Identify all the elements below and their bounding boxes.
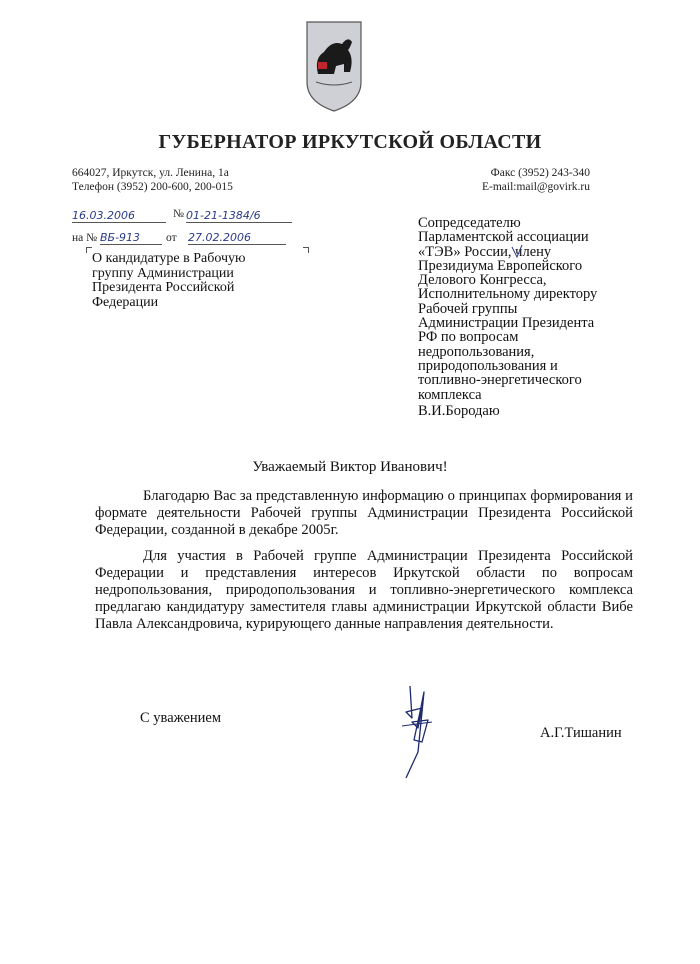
subject-line: Федерации — [92, 294, 159, 310]
addressee-line: Сопредседателю — [418, 215, 521, 231]
subject-block — [92, 252, 307, 310]
greeting: Уважаемый Виктор Иванович! — [252, 459, 448, 475]
reg-number-label: № — [173, 208, 184, 220]
reg-number-field — [186, 206, 292, 224]
addressee-line: Исполнительному директору — [418, 286, 598, 303]
paragraph: Благодарю Вас за представленную информацию о принципах формирования и формате деятельности Рабочей группы Администрации Президента Российской Федерации, созданной в декабре 2005г. — [95, 488, 633, 539]
subject-line: Президента Российской — [92, 280, 235, 295]
signatory: А.Г.Тишанин — [540, 725, 622, 741]
addressee-line: «ТЭВ» России, члену — [418, 243, 552, 260]
signature-image — [392, 682, 442, 782]
addressee-line: комплекса — [418, 386, 482, 403]
addressee-line: Делового Конгресса, — [418, 272, 547, 289]
reg-date: 16.03.2006 — [72, 209, 166, 223]
reg-number: 01-21-1384/6 — [186, 209, 292, 223]
address: 664027, Иркутск, ул. Ленина, 1а — [72, 167, 229, 179]
addressee-line: Рабочей группы — [418, 300, 518, 317]
subject-line: О кандидатуре в Рабочую — [92, 251, 246, 266]
ref-date-field — [188, 228, 286, 246]
phone: Телефон (3952) 200-600, 200-015 — [72, 181, 233, 193]
letter-body — [95, 488, 633, 634]
fax: Факс (3952) 243-340 — [490, 167, 590, 179]
reg-date-field — [72, 206, 172, 224]
ref-number-field — [100, 228, 162, 246]
addressee-line: Парламентской ассоциации — [418, 229, 589, 246]
ref-date: 27.02.2006 — [188, 231, 286, 245]
email: E-mail:mail@govirk.ru — [482, 181, 590, 193]
subject-line: группу Администрации — [92, 265, 234, 281]
governor-title: ГУБЕРНАТОР ИРКУТСКОЙ ОБЛАСТИ — [158, 131, 542, 153]
ref-prefix: на № — [72, 232, 98, 244]
paragraph: Для участия в Рабочей группе Администрации Президента Российской Федерации и представления интересов Иркутской области по вопросам недропользования, природопользования и топливно-энергетического комплекса предлагаю кандидатуру заместителя главы администрации Иркутской области Вибе Павла Александровича, курирующего данные направления деятельности. — [95, 547, 633, 633]
ref-from-label: от — [166, 232, 177, 244]
addressee-line: топливно-энергетического — [418, 372, 582, 389]
addressee-line: Администрации Президента — [418, 315, 595, 332]
addressee-line: Президиума Европейского — [418, 257, 583, 274]
coat-of-arms-emblem — [304, 18, 364, 114]
addressee-line: природопользования и — [418, 357, 558, 374]
ref-number: ВБ-913 — [100, 231, 162, 245]
addressee-line: РФ по вопросам — [418, 329, 519, 346]
addressee-line: недропользования, — [418, 343, 535, 360]
closing: С уважением — [140, 710, 222, 726]
addressee-name: В.И.Бородаю — [418, 403, 500, 419]
check-mark-icon — [510, 243, 524, 259]
